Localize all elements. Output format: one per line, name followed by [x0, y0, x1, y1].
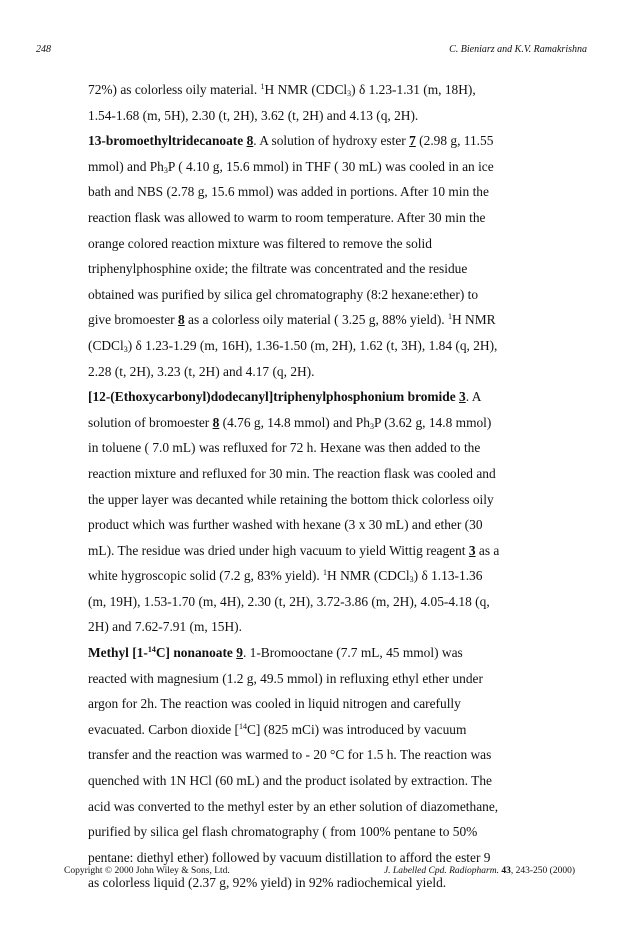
journal-pages: , 243-250 (2000): [510, 866, 575, 876]
text-line: as colorless liquid (2.37 g, 92% yield) in 92% radiochemical yield.: [88, 875, 447, 891]
text-line: 1.54-1.68 (m, 5H), 2.30 (t, 2H), 3.62 (t, 2H) and 4.13 (q, 2H).: [88, 107, 419, 123]
page-footer: [64, 866, 575, 880]
text-line: the upper layer was decanted while retaining the bottom thick colorless oily: [88, 491, 494, 507]
text-line: acid was converted to the methyl ester by an ether solution of diazomethane,: [88, 798, 499, 814]
text-line: 2H) and 7.62-7.91 (m, 15H).: [88, 619, 242, 635]
compound-number: 3: [459, 389, 466, 405]
journal-volume: 43: [501, 866, 511, 876]
journal-name: J. Labelled Cpd. Radiopharm.: [383, 866, 499, 876]
text-line: 72%) as colorless oily material. $^1$H NMR (CDCl$_3$) δ 1.23-1.31 (m, 18H),: [88, 82, 476, 98]
text-line: solution of bromoester 8 (4.76 g, 14.8 mmol) and $Ph_3P$ (3.62 g, 14.8 mmol): [88, 414, 492, 431]
text-line: in toluene ( 7.0 mL) was refluxed for 72 h. Hexane was then added to the: [88, 440, 481, 456]
text-line: purified by silica gel flash chromatography ( from 100% pentane to 50%: [88, 824, 478, 840]
compound-title: 13-bromoethyltridecanoate: [88, 133, 247, 149]
text-line: pentane: diethyl ether) followed by vacuum distillation to afford the ester 9: [88, 849, 491, 865]
text-line: 2.28 (t, 2H), 3.23 (t, 2H) and 4.17 (q, 2H).: [88, 363, 315, 379]
text-line: reacted with magnesium (1.2 g, 49.5 mmol) in refluxing ethyl ether under: [88, 670, 483, 686]
text-line: triphenylphosphine oxide; the filtrate was concentrated and the residue: [88, 261, 468, 277]
copyright-notice: Copyright © 2000 John Wiley & Sons, Ltd.: [64, 866, 230, 876]
text-line: bath and NBS (2.78 g, 15.6 mmol) was added in portions. After 10 min the: [88, 184, 489, 200]
text-line: reaction mixture and refluxed for 30 min. The reaction flask was cooled and: [88, 465, 496, 481]
text-line: mmol) and $Ph_3P$ ( 4.10 g, 15.6 mmol) in THF ( 30 mL) was cooled in an ice: [88, 158, 494, 175]
compound-number: 8: [246, 133, 254, 149]
page-header: [36, 44, 587, 60]
text-line: give bromoester 8 as a colorless oily material ( 3.25 g, 88% yield). $^1$H NMR: [88, 312, 496, 328]
text-line: mL). The residue was dried under high vacuum to yield Wittig reagent 3 as a: [88, 542, 500, 558]
compound-heading-line: [12-(Ethoxycarbonyl)dodecanyl]triphenylphosphonium bromide 3. A: [88, 389, 482, 405]
compound-title: Methyl [1-: [88, 645, 148, 661]
compound-number: 9: [236, 645, 243, 661]
text-line: evacuated. Carbon dioxide [$^{14}$C] (825 mCi) was introduced by vacuum: [88, 721, 467, 737]
compound-title: [12-(Ethoxycarbonyl)dodecanyl]triphenylphosphonium bromide: [88, 389, 460, 405]
text-line: transfer and the reaction was warmed to - 20 °C for 1.5 h. The reaction was: [88, 747, 492, 763]
text-line: argon for 2h. The reaction was cooled in liquid nitrogen and carefully: [88, 696, 461, 712]
text-line: obtained was purified by silica gel chromatography (8:2 hexane:ether) to: [88, 286, 479, 302]
compound-heading-line: Methyl [1-$^{14}$C] nonanoate 9. 1-Bromooctane (7.7 mL, 45 mmol) was: [88, 645, 463, 661]
running-head: C. Bieniarz and K.V. Ramakrishna: [449, 44, 587, 55]
text-line: white hygroscopic solid (7.2 g, 83% yield). $^1$H NMR (CDCl$_3$) δ 1.13-1.36: [88, 568, 483, 585]
text-line: reaction flask was allowed to warm to room temperature. After 30 min the: [88, 209, 486, 225]
text-line: product which was further washed with hexane (3 x 30 mL) and ether (30: [88, 517, 483, 533]
text-line: (CDCl$_3$) δ 1.23-1.29 (m, 16H), 1.36-1.50 (m, 2H), 1.62 (t, 3H), 1.84 (q, 2H),: [88, 337, 498, 354]
text-line: quenched with 1N HCl (60 mL) and the product isolated by extraction. The: [88, 773, 492, 789]
journal-citation: [384, 866, 575, 876]
text-line: orange colored reaction mixture was filtered to remove the solid: [88, 235, 432, 251]
article-body: [88, 77, 568, 896]
text-line: (m, 19H), 1.53-1.70 (m, 4H), 2.30 (t, 2H), 3.72-3.86 (m, 2H), 4.05-4.18 (q,: [88, 593, 490, 609]
page-number: 248: [36, 44, 51, 55]
compound-heading-line: 13-bromoethyltridecanoate 8. A solution of hydroxy ester 7 (2.98 g, 11.55: [88, 133, 494, 149]
